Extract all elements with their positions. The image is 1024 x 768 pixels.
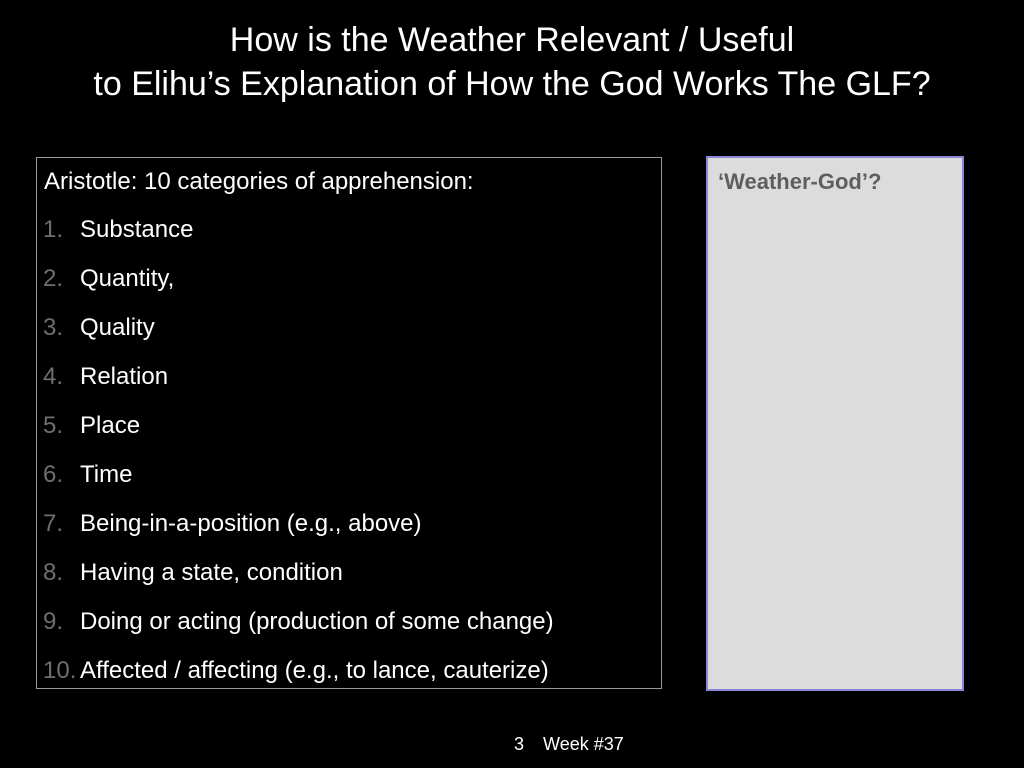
list-item-number: 5. — [43, 412, 64, 439]
list-item-number: 2. — [43, 265, 64, 292]
list-item-text: Being-in-a-position (e.g., above) — [80, 510, 422, 537]
page-number: 3 — [514, 734, 525, 754]
list-item-text: Quantity, — [80, 265, 175, 292]
list-item-text: Time — [80, 461, 133, 488]
list-item-text: Having a state, condition — [80, 559, 343, 586]
list-item-text: Quality — [80, 314, 155, 341]
slide-title-line-2: to Elihu’s Explanation of How the God Works The GLF? — [93, 65, 931, 103]
slide-footer — [514, 733, 624, 755]
list-item-text: Relation — [80, 363, 169, 390]
week-label: Week #37 — [543, 734, 624, 754]
list-item-number: 8. — [43, 559, 64, 586]
slide-title — [0, 18, 1024, 106]
list-item-number: 10. — [43, 657, 77, 684]
list-item-number: 9. — [43, 608, 64, 635]
list-item-number: 6. — [43, 461, 64, 488]
list-item-text: Doing or acting (production of some change) — [80, 608, 554, 635]
weather-god-box — [706, 156, 964, 691]
categories-box — [36, 157, 662, 689]
list-item-number: 1. — [43, 216, 64, 243]
list-item-number: 7. — [43, 510, 64, 537]
list-item-text: Substance — [80, 216, 194, 243]
list-item-text: Place — [80, 412, 141, 439]
list-item-text: Affected / affecting (e.g., to lance, cauterize) — [80, 657, 549, 684]
list-item-number: 4. — [43, 363, 64, 390]
weather-god-label: ‘Weather-God’? — [718, 169, 882, 194]
slide-title-line-1: How is the Weather Relevant / Useful — [229, 21, 795, 59]
list-item-number: 3. — [43, 314, 64, 341]
categories-heading: Aristotle: 10 categories of apprehension: — [44, 168, 474, 195]
